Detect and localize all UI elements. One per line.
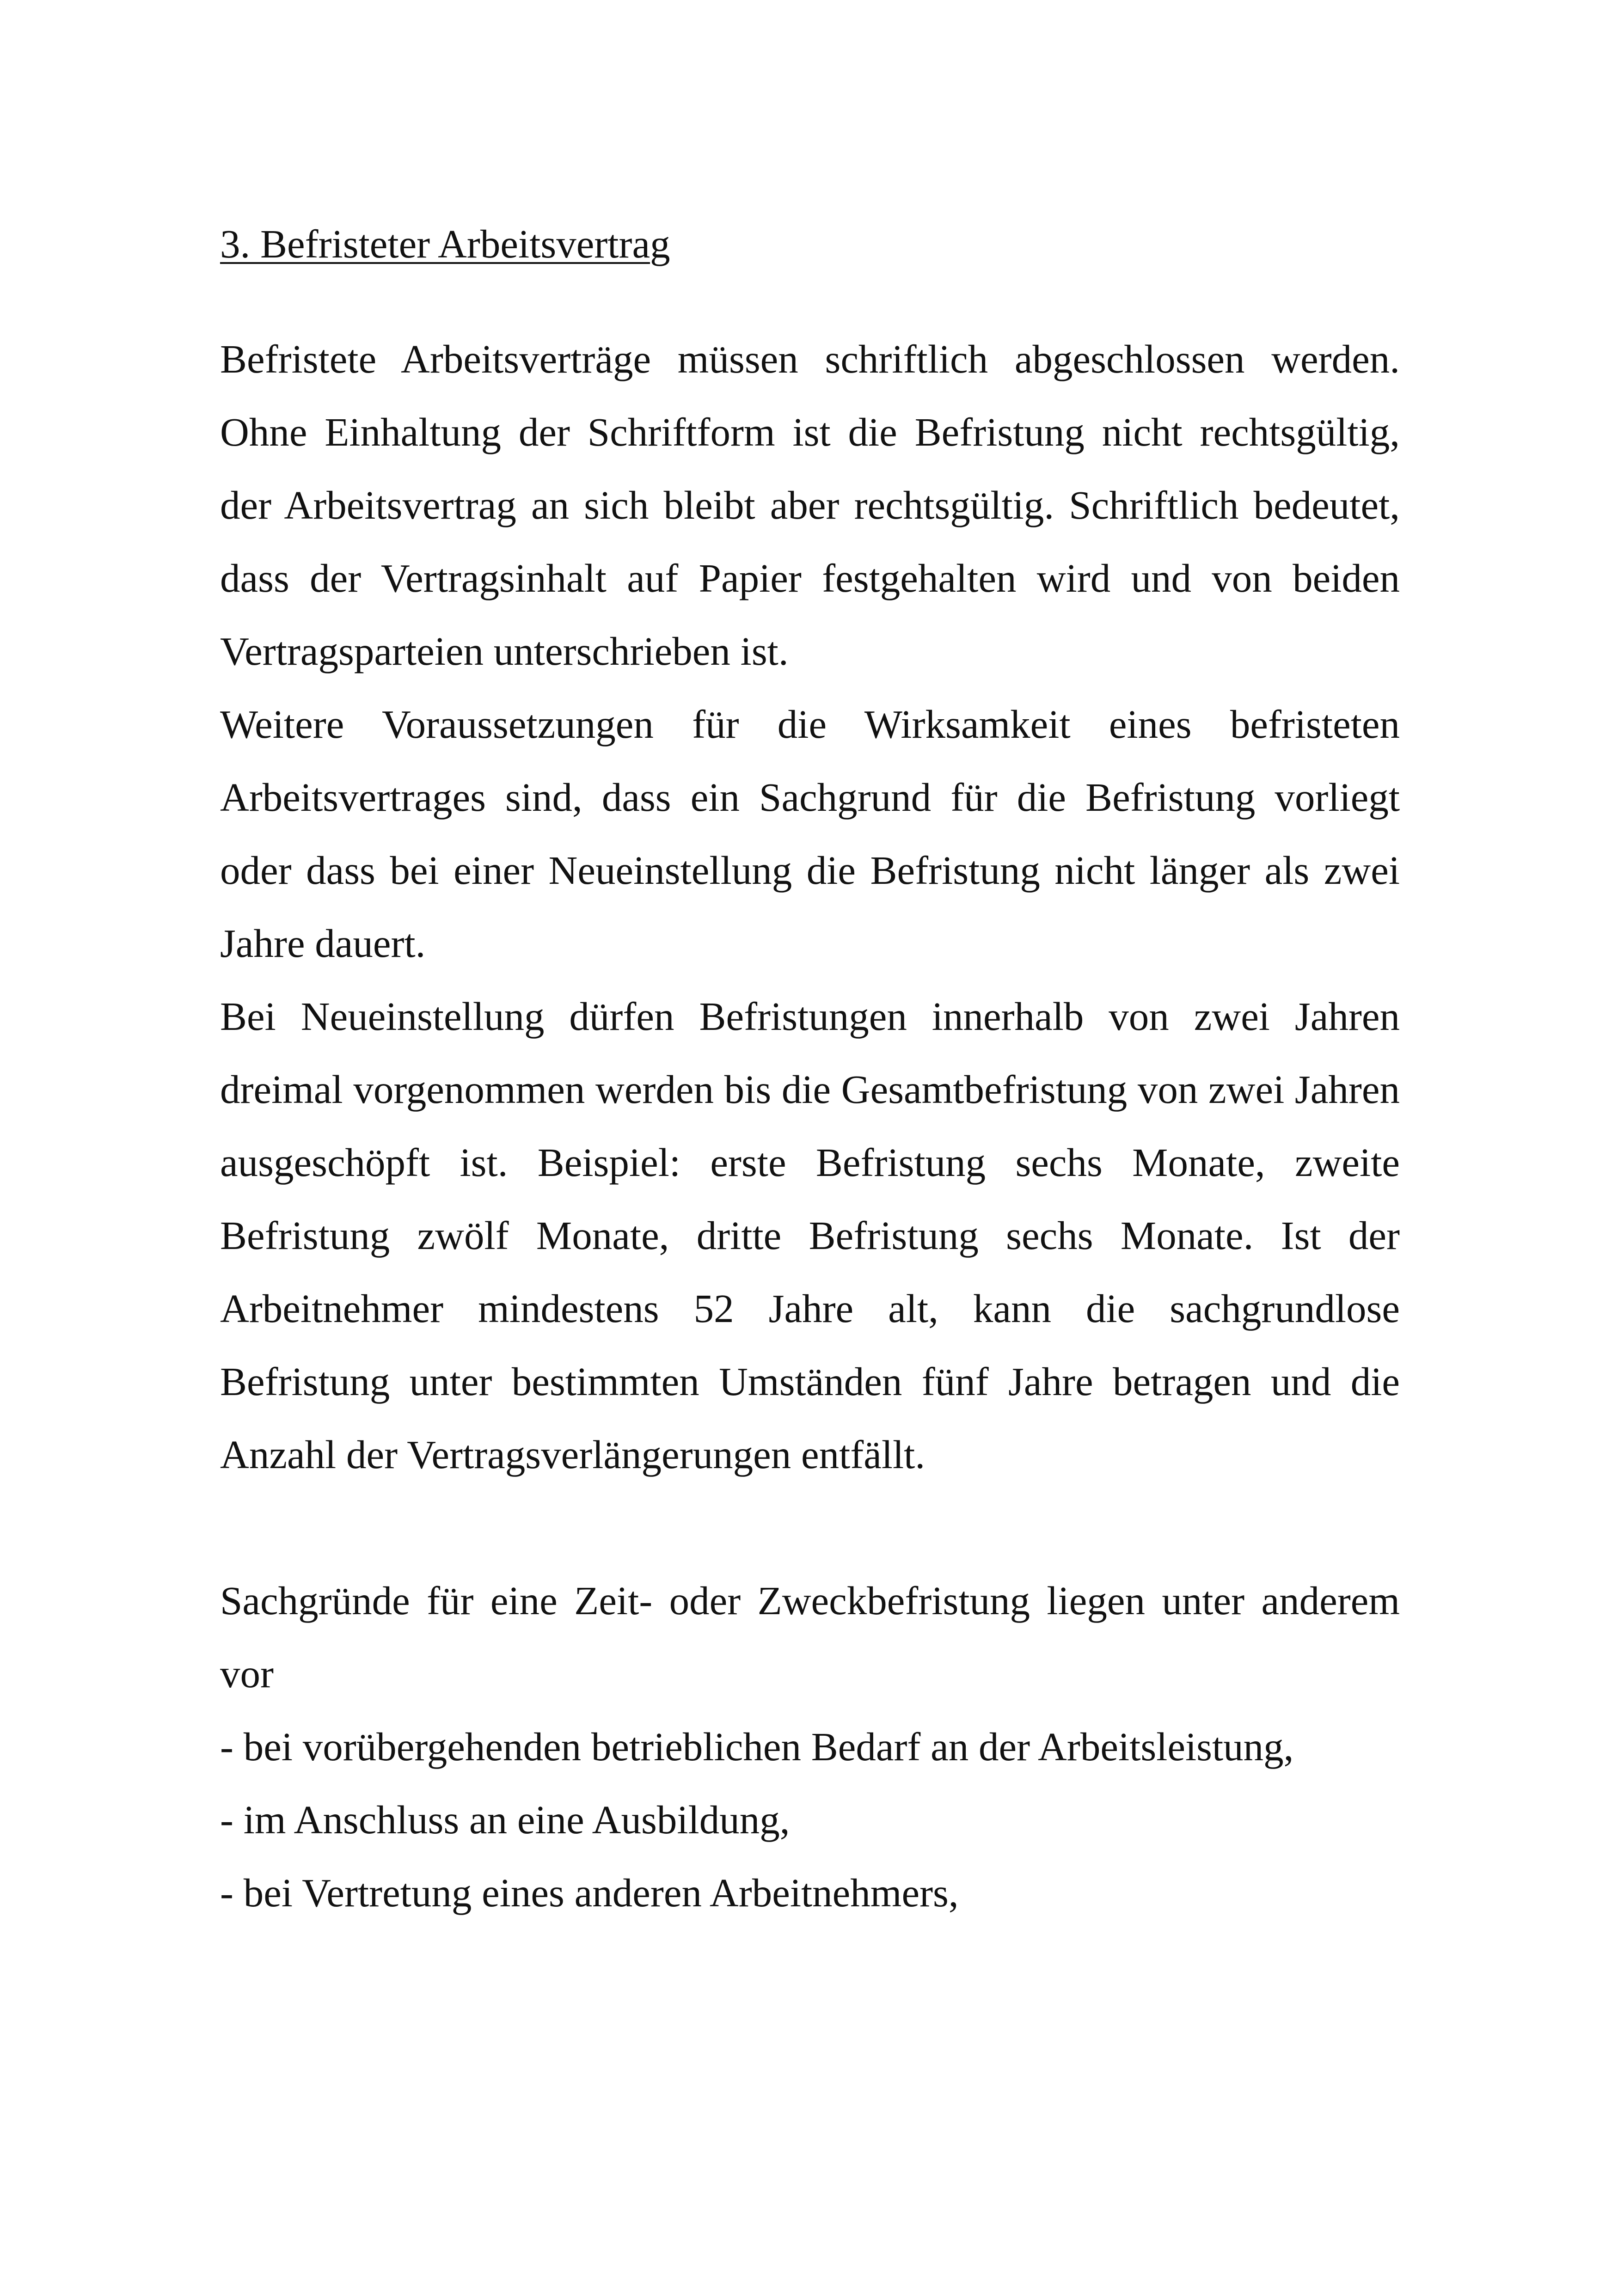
list-item: - im Anschluss an eine Ausbildung, xyxy=(220,1797,790,1842)
document-body xyxy=(220,216,1400,1929)
paragraph-voraussetzungen: Weitere Voraussetzungen für die Wirksamkeit eines befristeten Arbeitsvertrages sind, dass ein Sachgrund für die Befristung vorliegt oder dass bei einer Neueinstellung die Befristung nicht länger als zwei Jahre dauert. xyxy=(220,702,1400,966)
paragraph-spacer xyxy=(220,1491,1400,1564)
sachgrund-list xyxy=(220,1710,1400,1929)
paragraph-neueinstellung: Bei Neueinstellung dürfen Befristungen innerhalb von zwei Jahren dreimal vorgenommen werden bis die Gesamtbefristung von zwei Jahren ausgeschöpft ist. Beispiel: erste Befristung sechs Monate, zweite Befristung zwölf Monate, dritte Befristung sechs Monate. Ist der Arbeitnehmer mindestens 52 Jahre alt, kann die sachgrundlose Befristung unter bestimmten Umständen fünf Jahre betragen und die Anzahl der Vertragsverlängerungen entfällt. xyxy=(220,994,1400,1477)
paragraph-schriftform: Befristete Arbeitsverträge müssen schriftlich abgeschlossen werden. Ohne Einhaltung der Schriftform ist die Befristung nicht rechtsgültig, der Arbeitsvertrag an sich bleibt aber rechtsgültig. Schriftlich bedeutet, dass der Vertragsinhalt auf Papier festgehalten wird und von beiden Vertragsparteien unterschrieben ist. xyxy=(220,337,1400,673)
section-heading: 3. Befristeter Arbeitsvertrag xyxy=(220,221,670,266)
list-item: - bei Vertretung eines anderen Arbeitnehmers, xyxy=(220,1870,959,1915)
list-item: - bei vorübergehenden betrieblichen Bedarf an der Arbeitsleistung, xyxy=(220,1724,1294,1769)
paragraph-sachgruende: Sachgründe für eine Zeit- oder Zweckbefristung liegen unter anderem vor xyxy=(220,1578,1400,1696)
